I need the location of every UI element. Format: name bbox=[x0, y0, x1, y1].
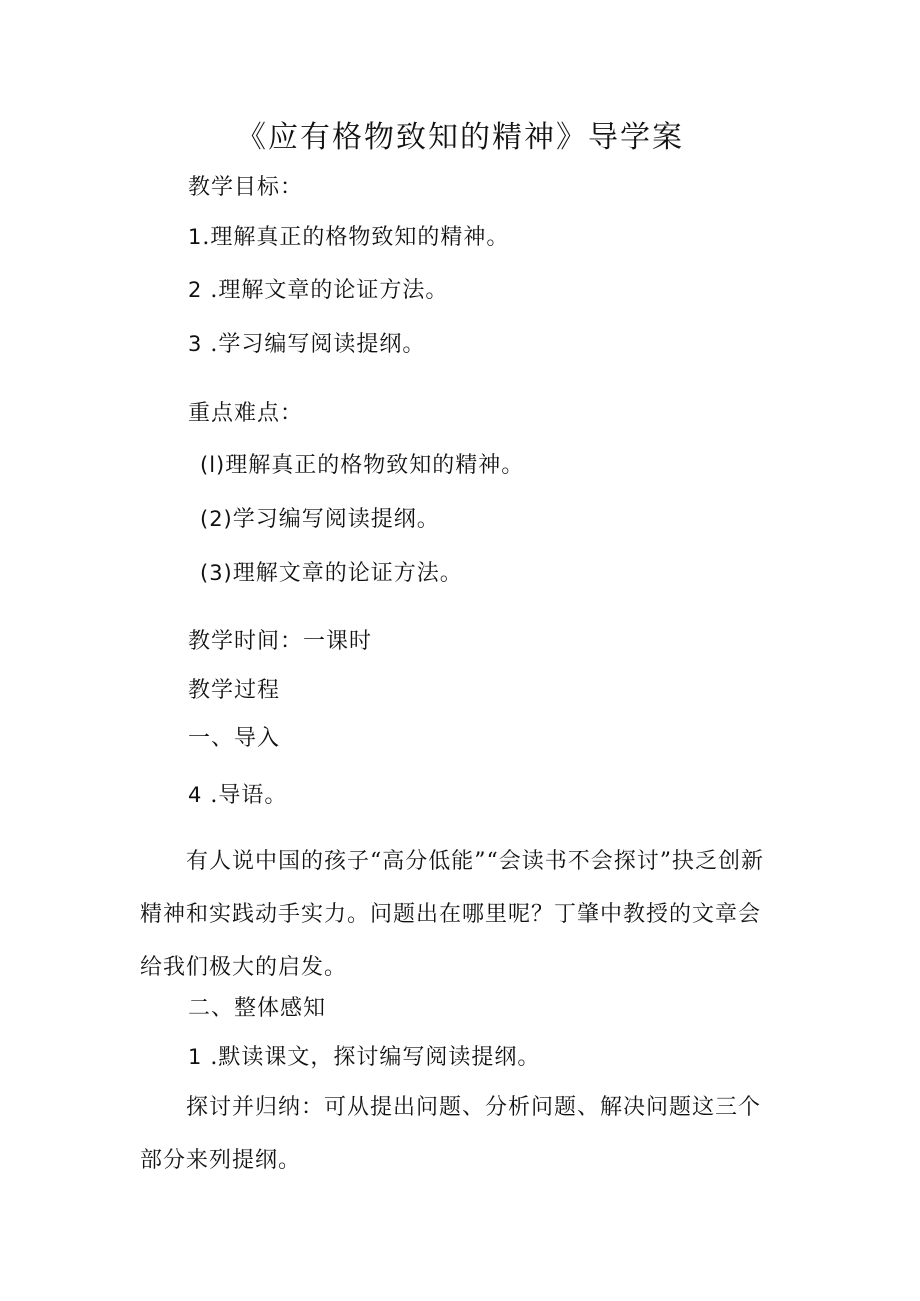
section-one-heading: 一、导入 bbox=[188, 726, 281, 751]
document-title: 《应有格物致知的精神》导学案 bbox=[236, 120, 684, 155]
section-two-item-text: .默读课文，探讨编写阅读提纲。 bbox=[202, 1045, 541, 1070]
objective-item-1-number: 1 bbox=[188, 225, 203, 249]
section-two-heading: 二、整体感知 bbox=[188, 996, 327, 1021]
section-one-paragraph: 有人说中国的孩子“高分低能”“会读书不会探讨”抉乏创新精神和实践动手实力。问题出在哪里呢？丁肇中教授的文章会给我们极大的启发。 bbox=[140, 849, 764, 980]
section-one-item-text: .导语。 bbox=[202, 783, 288, 808]
key-point-item-1-text: 理解真正的格物致知的精神。 bbox=[225, 453, 525, 478]
objective-item-3 bbox=[188, 329, 425, 360]
objective-item-1-text: .理解真正的格物致知的精神。 bbox=[202, 225, 510, 250]
objective-item-2 bbox=[188, 275, 448, 306]
key-point-item-3-text: 理解文章的论证方法。 bbox=[232, 561, 463, 586]
objectives-heading: 教学目标： bbox=[188, 175, 304, 200]
key-point-item-2-number: (2) bbox=[200, 507, 233, 531]
section-two-paragraph: 探讨并归纳：可从提出问题、分析问题、解决问题这三个部分来列提纲。 bbox=[140, 1095, 762, 1173]
key-point-item-1 bbox=[200, 450, 524, 481]
objective-item-2-number: 2 bbox=[188, 278, 203, 302]
objective-item-3-number: 3 bbox=[188, 332, 203, 356]
section-two-item-number: 1 bbox=[188, 1045, 203, 1069]
key-points-heading: 重点难点： bbox=[188, 401, 304, 426]
section-two-item bbox=[188, 1042, 540, 1073]
section-one-item-number: 4 bbox=[188, 783, 203, 807]
objective-item-2-text: .理解文章的论证方法。 bbox=[202, 278, 449, 303]
key-point-item-3-number: (3) bbox=[200, 561, 233, 585]
objective-item-3-text: .学习编写阅读提纲。 bbox=[202, 332, 426, 357]
key-point-item-1-number: (l) bbox=[200, 453, 226, 477]
teaching-process-heading: 教学过程 bbox=[188, 678, 281, 703]
section-one-item bbox=[188, 780, 287, 811]
key-point-item-3 bbox=[200, 558, 463, 589]
objective-item-1 bbox=[188, 222, 509, 253]
teaching-time: 教学时间：一课时 bbox=[188, 629, 373, 654]
key-point-item-2 bbox=[200, 504, 440, 535]
key-point-item-2-text: 学习编写阅读提纲。 bbox=[232, 507, 440, 532]
